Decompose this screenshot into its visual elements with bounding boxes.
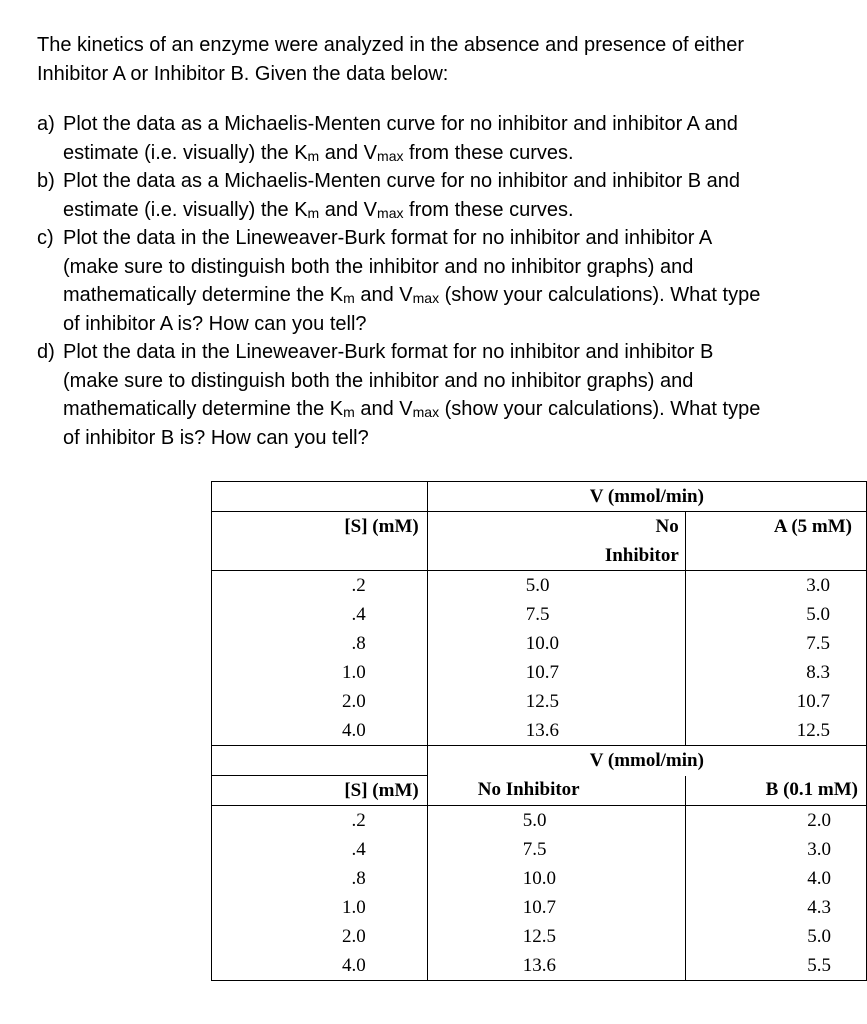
- question-text-line: mathematically determine the $K_m$ and $V_{max}$ (show your calculations). What type: [63, 284, 761, 306]
- table-row: [212, 629, 867, 658]
- velocity-header: V (mmol/min): [427, 746, 866, 776]
- problem-intro: [37, 31, 857, 89]
- inhibitor-b-header: B (0.1 mM): [685, 776, 866, 806]
- no-inhibitor-cell: 5.0: [427, 806, 685, 836]
- inhibitor-a-cell: 10.7: [685, 687, 866, 716]
- question-text-line: Plot the data in the Lineweaver-Burk format for no inhibitor and inhibitor B: [63, 341, 714, 363]
- question-list: [37, 110, 863, 452]
- no-inhibitor-header: Inhibitor: [427, 541, 685, 571]
- inhibitor-b-cell: 4.3: [685, 893, 866, 922]
- substrate-cell: .2: [212, 806, 428, 836]
- intro-line-1: The kinetics of an enzyme were analyzed in the absence and presence of either: [37, 34, 745, 56]
- intro-line-2: Inhibitor A or Inhibitor B. Given the data below:: [37, 63, 449, 85]
- substrate-cell: 2.0: [212, 687, 428, 716]
- table-header-row: [212, 746, 867, 776]
- question-a: [37, 110, 863, 167]
- table-row: [212, 922, 867, 951]
- question-text-line: estimate (i.e. visually) the $K_m$ and $V_{max}$ from these curves.: [63, 198, 574, 221]
- question-text-line: Plot the data as a Michaelis-Menten curve for no inhibitor and inhibitor B and: [63, 170, 741, 192]
- question-label: d): [37, 341, 55, 363]
- substrate-cell: 2.0: [212, 922, 428, 951]
- question-text-line: mathematically determine the $K_m$ and $V_{max}$ (show your calculations). What type: [63, 398, 761, 420]
- inhibitor-a-cell: 7.5: [685, 629, 866, 658]
- inhibitor-b-cell: 4.0: [685, 864, 866, 893]
- table-row: [212, 600, 867, 629]
- substrate-cell: 1.0: [212, 893, 428, 922]
- substrate-cell: .2: [212, 571, 428, 601]
- no-inhibitor-header: No: [427, 512, 685, 542]
- no-inhibitor-cell: 10.7: [427, 658, 685, 687]
- table-header-row: [212, 541, 867, 571]
- table-header-row: [212, 482, 867, 512]
- table-header-row: [212, 776, 867, 806]
- substrate-cell: .4: [212, 600, 428, 629]
- no-inhibitor-cell: 12.5: [427, 922, 685, 951]
- question-text-line: of inhibitor B is? How can you tell?: [63, 426, 369, 449]
- no-inhibitor-cell: 7.5: [427, 835, 685, 864]
- table-row: [212, 951, 867, 981]
- inhibitor-b-cell: 3.0: [685, 835, 866, 864]
- no-inhibitor-cell: 12.5: [427, 687, 685, 716]
- inhibitor-b-cell: 5.0: [685, 922, 866, 951]
- table-row: [212, 806, 867, 836]
- question-b: [37, 167, 863, 224]
- inhibitor-a-header: A (5 mM): [685, 512, 866, 542]
- inhibitor-a-cell: 5.0: [685, 600, 866, 629]
- question-d: [37, 338, 863, 452]
- question-text-line: of inhibitor A is? How can you tell?: [63, 312, 367, 335]
- table-row: [212, 893, 867, 922]
- table-row: [212, 571, 867, 601]
- question-text-line: (make sure to distinguish both the inhibitor and no inhibitor graphs) and: [63, 369, 694, 392]
- question-c: [37, 224, 863, 338]
- question-text-line: estimate (i.e. visually) the $K_m$ and $V_{max}$ from these curves.: [63, 141, 574, 164]
- question-label: b): [37, 170, 55, 192]
- inhibitor-b-cell: 2.0: [685, 806, 866, 836]
- question-text-line: Plot the data as a Michaelis-Menten curve for no inhibitor and inhibitor A and: [63, 113, 738, 135]
- question-text-line: (make sure to distinguish both the inhibitor and no inhibitor graphs) and: [63, 255, 694, 278]
- substrate-header: [S] (mM): [212, 776, 428, 806]
- no-inhibitor-cell: 7.5: [427, 600, 685, 629]
- substrate-cell: 1.0: [212, 658, 428, 687]
- substrate-cell: .8: [212, 864, 428, 893]
- question-text-line: Plot the data in the Lineweaver-Burk format for no inhibitor and inhibitor A: [63, 227, 713, 249]
- substrate-cell: 4.0: [212, 951, 428, 981]
- kinetics-data-table: [211, 481, 867, 981]
- no-inhibitor-cell: 10.0: [427, 629, 685, 658]
- no-inhibitor-cell: 10.7: [427, 893, 685, 922]
- no-inhibitor-header: No Inhibitor: [427, 776, 685, 806]
- substrate-cell: 4.0: [212, 716, 428, 746]
- no-inhibitor-cell: 10.0: [427, 864, 685, 893]
- substrate-cell: .4: [212, 835, 428, 864]
- table-row: [212, 835, 867, 864]
- no-inhibitor-cell: 5.0: [427, 571, 685, 601]
- no-inhibitor-cell: 13.6: [427, 951, 685, 981]
- table-header-row: [212, 512, 867, 542]
- inhibitor-a-cell: 3.0: [685, 571, 866, 601]
- question-label: c): [37, 227, 54, 249]
- table-row: [212, 716, 867, 746]
- table-row: [212, 658, 867, 687]
- velocity-header: V (mmol/min): [427, 482, 866, 512]
- inhibitor-b-cell: 5.5: [685, 951, 866, 981]
- question-label: a): [37, 113, 55, 135]
- inhibitor-a-cell: 12.5: [685, 716, 866, 746]
- table-row: [212, 864, 867, 893]
- inhibitor-a-cell: 8.3: [685, 658, 866, 687]
- table-row: [212, 687, 867, 716]
- substrate-cell: .8: [212, 629, 428, 658]
- substrate-header: [S] (mM): [212, 512, 428, 542]
- no-inhibitor-cell: 13.6: [427, 716, 685, 746]
